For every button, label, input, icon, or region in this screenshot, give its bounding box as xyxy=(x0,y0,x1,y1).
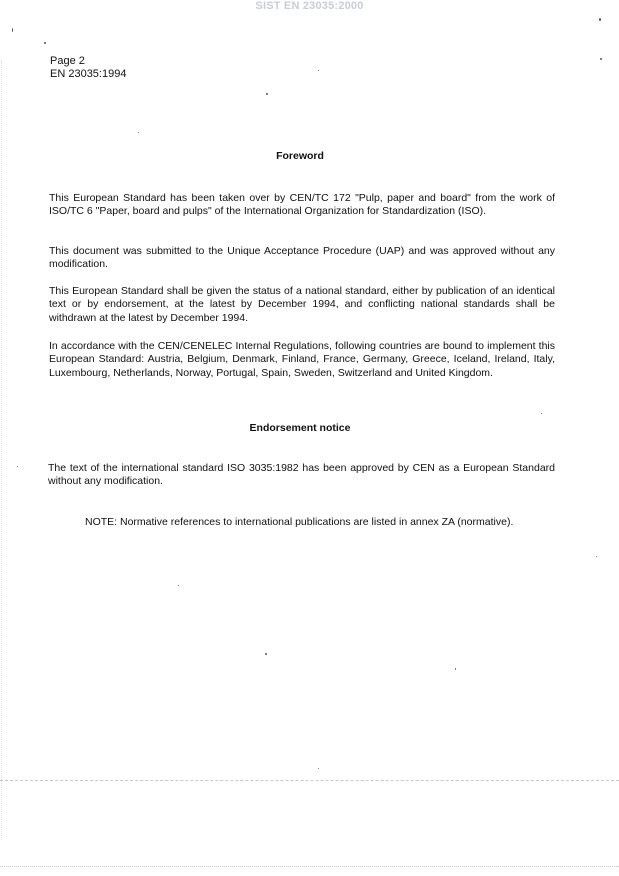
scan-speck xyxy=(600,58,602,60)
scan-speck xyxy=(178,585,179,586)
page-header xyxy=(50,55,126,81)
watermark: SIST EN 23035:2000 xyxy=(255,0,364,12)
foreword-paragraph-2: This document was submitted to the Unique Acceptance Procedure (UAP) and was approved without any modification. xyxy=(49,245,555,271)
page-number: Page 2 xyxy=(50,55,85,67)
endorsement-paragraph: The text of the international standard ISO 3035:1982 has been approved by CEN as a European Standard without any modification. xyxy=(48,462,555,488)
foreword-paragraph-4: In accordance with the CEN/CENELEC Internal Regulations, following countries are bound to implement this European Standard: Austria, Belgium, Denmark, Finland, France, Germany, Greece, Iceland, Ireland, Italy, Luxembourg, Netherlands, Norway, Portugal, Spain, Sweden, Switzerland and United Kingdom. xyxy=(49,340,555,379)
scan-speck xyxy=(599,18,601,21)
foreword-paragraph-3: This European Standard shall be given the status of a national standard, either by publication of an identical text or by endorsement, at the latest by December 1994, and conflicting national standards shall be withdrawn at the latest by December 1994. xyxy=(49,285,555,324)
scan-speck xyxy=(265,653,267,655)
scan-speck xyxy=(266,93,268,95)
standard-number: EN 23035:1994 xyxy=(50,68,127,80)
foreword-paragraph-1: This European Standard has been taken over by CEN/TC 172 "Pulp, paper and board" from the work of ISO/TC 6 "Paper, board and pulps" of the International Organization for Standardization (ISO). xyxy=(49,192,555,218)
scan-margin-line xyxy=(1,60,2,840)
scan-speck xyxy=(318,768,319,769)
foreword-title: Foreword xyxy=(276,150,324,162)
endorsement-title: Endorsement notice xyxy=(249,422,351,434)
scan-speck xyxy=(541,413,542,414)
scan-speck xyxy=(17,466,18,467)
scan-edge-line xyxy=(0,780,619,781)
scan-speck xyxy=(455,668,456,670)
scan-speck xyxy=(12,28,13,32)
scan-speck xyxy=(138,132,139,133)
scan-speck xyxy=(596,556,597,557)
scan-edge-line xyxy=(0,866,619,867)
endorsement-note: NOTE: Normative references to international publications are listed in annex ZA (normative). xyxy=(85,516,514,528)
scan-speck xyxy=(44,42,46,44)
scan-speck xyxy=(318,70,319,71)
